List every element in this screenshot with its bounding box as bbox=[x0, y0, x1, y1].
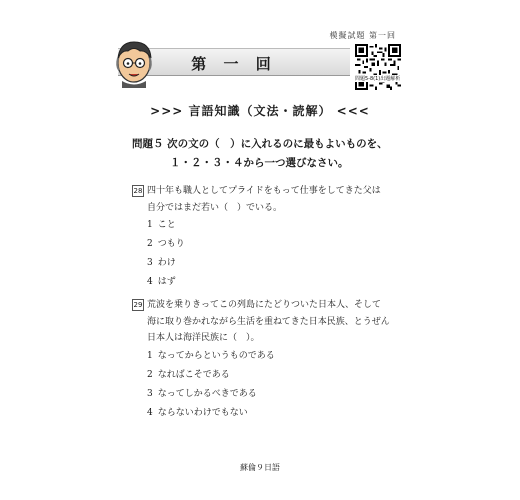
question-28 bbox=[132, 183, 381, 292]
instruction-line-2: １・２・３・４から一つ選びなさい。 bbox=[170, 157, 349, 169]
option-4[interactable]: 4 はず bbox=[147, 277, 176, 287]
question-text-line: 四十年も職人としてプライドをもって仕事をしてきた父は bbox=[147, 186, 381, 196]
page-footer: 蘇倫９日語 bbox=[240, 463, 280, 472]
question-text-line: 日本人は海洋民族に（ ）。 bbox=[147, 333, 260, 343]
qr-code[interactable] bbox=[355, 44, 401, 90]
instruction-line-1: 問題５ 次の文の（ ）に入れるのに最もよいものを、 bbox=[132, 138, 388, 150]
option-1[interactable]: 1 なってからというものである bbox=[147, 350, 275, 361]
option-1[interactable]: 1 こと bbox=[147, 220, 176, 230]
teacher-avatar-icon bbox=[110, 36, 158, 88]
exam-label: 模擬試題 第一回 bbox=[329, 31, 396, 40]
section-title: >>> 言語知識（文法・読解） <<< bbox=[150, 104, 370, 118]
option-3[interactable]: 3 わけ bbox=[147, 258, 176, 268]
option-2[interactable]: 2 なればこそである bbox=[147, 369, 230, 380]
question-text-line: 荒波を乗りきってこの列島にたどりついた日本人、そして bbox=[147, 300, 382, 310]
option-4[interactable]: 4 ならないわけでもない bbox=[147, 407, 248, 418]
option-3[interactable]: 3 なってしかるべきである bbox=[147, 388, 257, 399]
qr-caption: 問題5-8(1)出題解析 bbox=[355, 76, 401, 82]
question-29 bbox=[132, 297, 390, 423]
instruction bbox=[132, 135, 388, 173]
chapter-title: 第 一 回 bbox=[191, 55, 277, 73]
question-text-line: 自分ではまだ若い（ ）でいる。 bbox=[147, 202, 283, 213]
question-number: 29 bbox=[133, 301, 143, 309]
question-number: 28 bbox=[133, 187, 143, 195]
question-text-line: 海に取り巻かれながら生活を重ねてきた日本民族、とうぜん bbox=[147, 316, 390, 327]
option-2[interactable]: 2 つもり bbox=[147, 239, 185, 249]
